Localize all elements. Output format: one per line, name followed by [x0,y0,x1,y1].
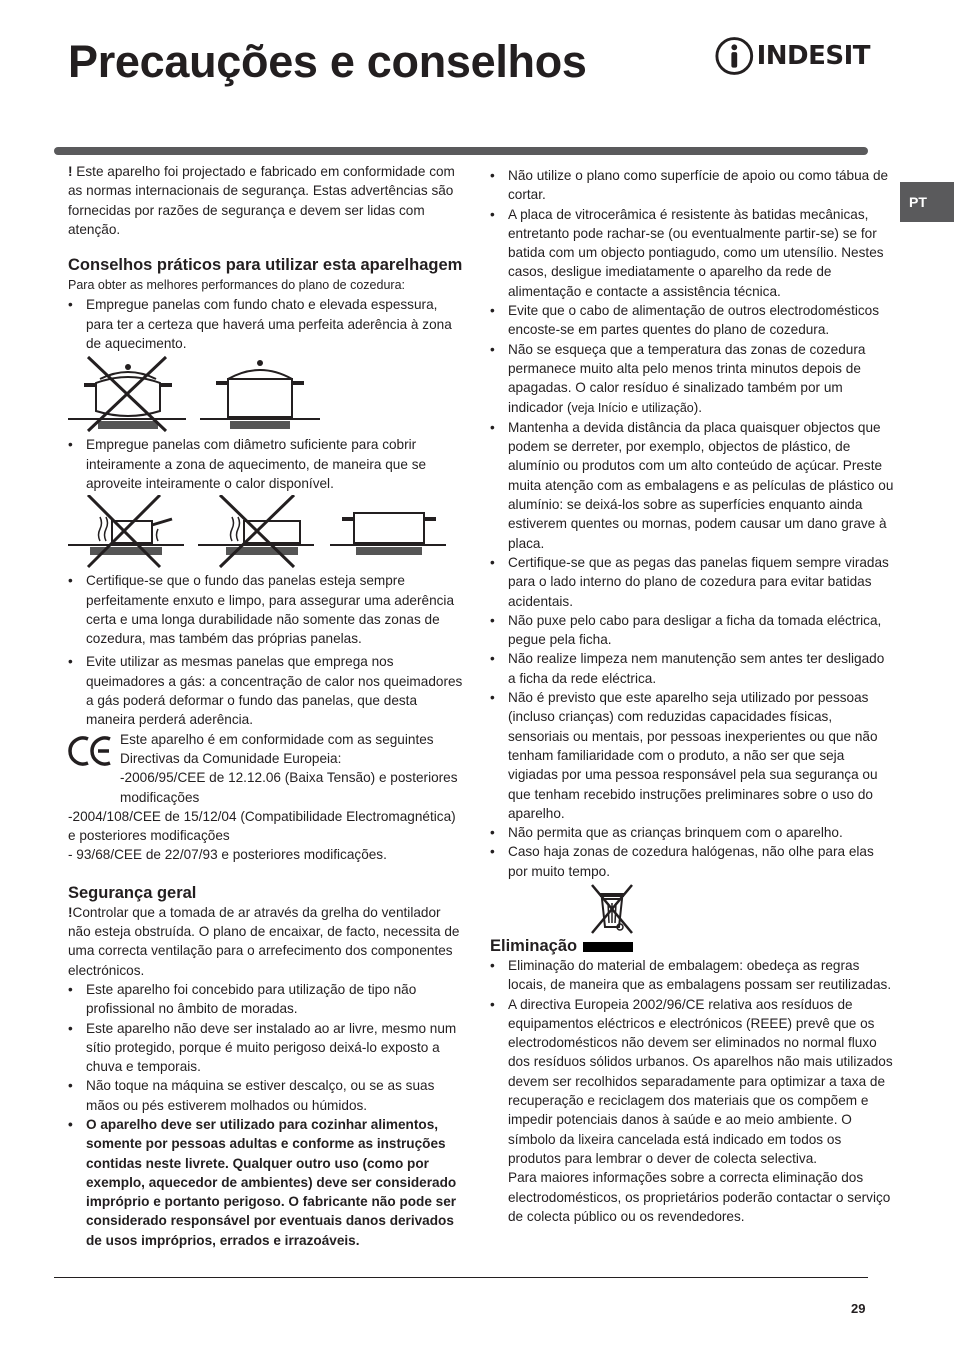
list-item: • Caso haja zonas de cozedura halógenas, não olhe para elas por muito tempo. [490,842,894,881]
list-item: • Certifique-se que as pegas das panelas fiquem sempre viradas para o lado interno do plano de cozedura para evitar batidas acidentais. [490,553,894,611]
list-item: • Não é previsto que este aparelho seja utilizado por pessoas (incluso crianças) com reduzidas capacidades físicas, sensoriais ou mentais, por pessoas inexperientes ou que não tenham familiaridade com o produto, a não ser que seja vigiadas por uma pessoa responsável pela sua segurança ou que tenham recebido instruções preliminares sobre o uso do aparelho. [490,688,894,823]
tips-list [68,295,466,353]
left-column [68,162,466,1250]
list-item: • A placa de vitrocerâmica é resistente às batidas mecânicas, entretanto pode rachar-se (ou eventualmente partir-se) se for batida com um objecto pontiagudo, como um utensílio. Nestes casos, desligue imediatamente o aparelho da rede de alimentação e contacte a assistência técnica. [490,205,894,301]
list-item: • Evite que o cabo de alimentação de outros electrodomésticos encoste-se em partes quentes do plano de cozedura. [490,301,894,340]
ce-text: Este aparelho é em conformidade com as seguintes Directivas da Comunidade Europeia: [120,731,434,766]
brand-name: INDESIT [756,41,870,71]
list-item: • Não utilize o plano como superfície de apoio ou como tábua de cortar. [490,166,894,205]
header-divider [54,147,868,155]
list-item: • Evite utilizar as mesmas panelas que emprega nos queimadores a gás: a concentração de calor nos queimadores a gás poderá deformar o fundo das panelas, que desta maneira perderá aderência. [68,652,466,729]
directive-3: - 93/68/CEE de 22/07/93 e posteriores modificações. [68,847,387,863]
list-item: • A directiva Europeia 2002/96/CE relativa aos resíduos de equipamentos eléctricos e electrónicos (REEE) prevê que os electrodomésticos não devem ser eliminados no normal fluxo dos resíduos sólidos urbanos. Os aparelhos não mais utilizados devem ser recolhidos separadamente para optimizar a taxa de recuperação e reciclagem dos materiais que os compõem e impedir potenciais danos à saúde e ao meio ambiente. O símbolo da lixeira cancelada está indicado em todos os produtos para lembrar o dever de colecta selectiva. [490,995,894,1169]
list-item: • Não permita que as crianças brinquem com o aparelho. [490,823,894,842]
disposal-note: Para maiores informações sobre a correcta eliminação dos electrodomésticos, os proprietários poderão contactar o serviço de colecta público ou os revendedores. [508,1170,891,1224]
list-item: • Este aparelho não deve ser instalado ao ar livre, mesmo num sítio protegido, porque é muito perigoso deixá-lo exposto a chuva e temporais. [68,1019,466,1077]
ce-conformity [68,730,466,807]
small-pot-wrong-icon [198,495,314,567]
disposal-heading: Eliminação [490,937,894,956]
tips-heading: Conselhos práticos para utilizar esta aparelhagem [68,256,463,275]
warning-mark: ! [68,164,73,179]
small-pan-wrong-icon [68,495,184,567]
disposal-list [490,956,894,1168]
page-number: 29 [851,1301,866,1316]
pan-flatness-illustration [68,355,328,433]
tips-lead: Para obter as melhores performances do plano de cozedura: [68,278,405,293]
list-item: • O aparelho deve ser utilizado para cozinhar alimentos, somente por pessoas adultas e conforme as instruções contidas neste livrete. Qualquer outro uso (como por exemplo, aquecedor de ambientes) deve ser considerado impróprio e portanto perigoso. O fabricante não pode ser considerado responsável por eventuais danos derivados de usos impróprios, errados e irrazoáveis. [68,1115,466,1250]
list-item: • Empregue panelas com diâmetro suficiente para cobrir inteiramente a zona de aquecimento, de maneira que se aproveite inteiramente o calor disponível. [68,435,466,493]
safety-heading: Segurança geral [68,883,197,902]
brand-logo [714,34,870,78]
language-tab: PT [900,182,954,222]
cross-reference: veja Início e utilização [571,400,694,415]
disposal-bar [583,942,633,952]
list-item: • Não se esqueça que a temperatura das zonas de cozedura permanece muito alta pelo menos trinta minutos depois de apagadas. O calor resíduo é sinalizado também por um indicador (veja Início e utilização). [490,340,894,418]
wrong-pan-icon [68,357,186,431]
list-item: • Não toque na máquina se estiver descalço, ou se as suas mãos ou pés estiverem molhados ou húmidos. [68,1076,466,1115]
indesit-logo-icon [714,35,755,77]
directive-1: -2006/95/CEE de 12.12.06 (Baixa Tensão) e posteriores modificações [120,770,458,805]
right-column [490,166,894,1226]
safety-list [68,980,466,1250]
footer-divider [54,1277,868,1278]
list-item: • Empregue panelas com fundo chato e elevada espessura, para ter a certeza que haverá uma perfeita aderência à zona de aquecimento. [68,295,466,353]
crossed-bin-icon [584,881,640,937]
list-item: • Este aparelho foi concebido para utilização de tipo não profissional no âmbito de moradas. [68,980,466,1019]
correct-pan-icon [200,360,320,429]
intro-paragraph: ! Este aparelho foi projectado e fabricado em conformidade com as normas internacionais de segurança. Estas advertências são fornecidas por razões de segurança e devem ser lidas com atenção. [68,164,455,237]
list-item: • Certifique-se que o fundo das panelas esteja sempre perfeitamente enxuto e limpo, para assegurar uma aderência certa e uma longa durabilidade não somente das zonas de cozedura, mas também das próprias panelas. [68,571,466,648]
ce-mark-icon [68,734,114,768]
list-item: • Mantenha a devida distância da placa quaisquer objectos que podem se derreter, por exemplo, objectos de plástico, de alumínio ou produtos com um alto conteúdo de açúcar. Preste muita atenção com as embalagens e as películas de plástico ou alumínio: se deixá-los sobre as superfícies enquanto ainda estiverem quentes ou mornas, podem causar um dano grave à placa. [490,418,894,553]
safety-list-continued [490,166,894,881]
safety-intro: !Controlar que a tomada de ar através da grelha do ventilador não esteja obstruída. O plano de encaixar, de facto, necessita de uma correcta ventilação para o arrefecimento dos componentes electrónicos. [68,904,460,978]
directive-2: -2004/108/CEE de 15/12/04 (Compatibilidade Electromagnética) e posteriores modificações [68,808,456,844]
pan-diameter-illustration [68,495,452,569]
list-item: • Não puxe pelo cabo para desligar a ficha da tomada eléctrica, pegue pela ficha. [490,611,894,650]
correct-pot-icon [330,513,446,555]
warning-mark: ! [68,904,73,920]
list-item: • Eliminação do material de embalagem: obedeça as regras locais, de maneira que as embalagens possam ser reutilizadas. [490,956,894,995]
page-title: Precauções e conselhos [68,36,587,87]
list-item: • Não realize limpeza nem manutenção sem antes ter desligado a ficha da rede eléctrica. [490,649,894,688]
